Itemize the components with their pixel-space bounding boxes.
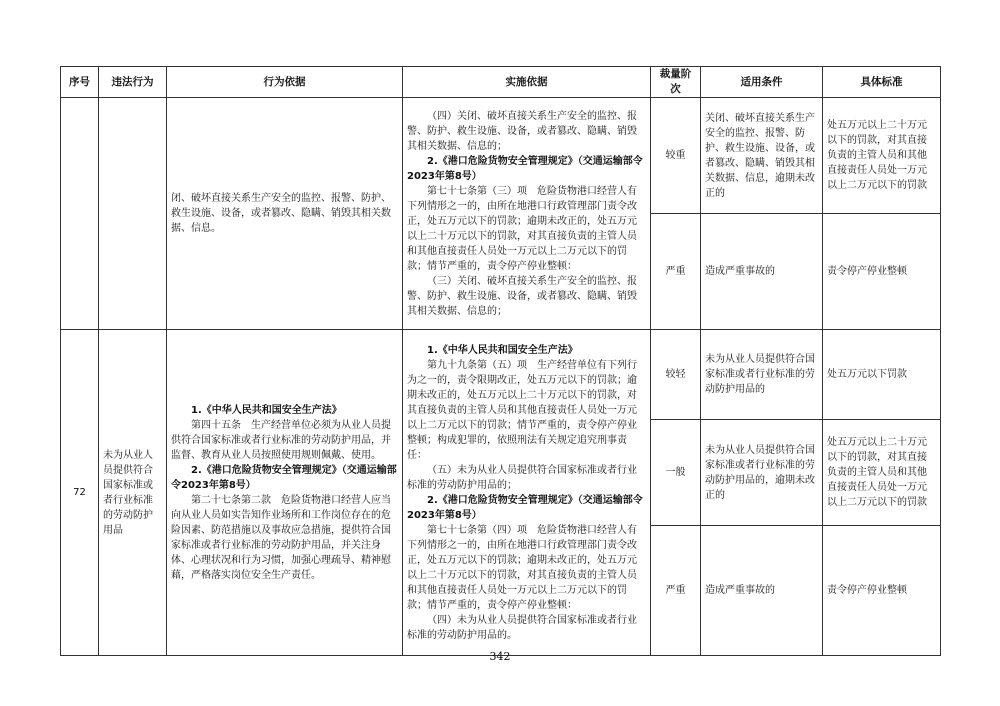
condition-cell: 造成严重事故的 <box>701 214 823 330</box>
header-implementation: 实施依据 <box>403 67 651 98</box>
clause-paragraph: 第四十五条 生产经营单位必须为从业人员提供符合国家标准或者行业标准的劳动防护用品，并监督、教育从业人员按照使用规则佩戴、使用。 <box>171 419 391 461</box>
implementation-cell <box>403 330 651 656</box>
page-number: 342 <box>489 650 511 663</box>
standard-cell: 责令停产停业整顿 <box>823 214 941 330</box>
clause-paragraph: 第七十七条第（四）项 危险货物港口经营人有下列情形之一的，由所在地港口行政管理部门责令改正，处五万元以下的罚款；逾期未改正的，处五万元以上二十万元以下的罚款，对其直接负责的主管人员和其他直接责任人员处一万元以上二万元以下的罚款；情节严重的，责令停产停业整顿： <box>407 524 637 611</box>
clause-paragraph: （四）未为从业人员提供符合国家标准或者行业标准的劳动防护用品的。 <box>407 614 637 641</box>
level-cell: 严重 <box>651 526 701 656</box>
regulation-title: 2.《港口危险货物安全管理规定》（交通运输部令2023年第8号） <box>171 464 397 491</box>
level-cell: 较轻 <box>651 330 701 420</box>
regulation-title: 1.《中华人民共和国安全生产法》 <box>191 404 342 416</box>
clause-paragraph: 第七十七条第（三）项 危险货物港口经营人有下列情形之一的，由所在地港口行政管理部门责令改正，处五万元以下的罚款；逾期未改正的，处五万元以上二十万元以下的罚款，对其直接负责的主管人员和其他直接责任人员处一万元以上二万元以下的罚款；情节严重的，责令停产停业整顿： <box>407 185 637 272</box>
condition-cell: 造成严重事故的 <box>701 526 823 656</box>
implementation-cell <box>403 98 651 330</box>
condition-cell: 未为从业人员提供符合国家标准或者行业标准的劳动防护用品的，逾期未改正的 <box>701 420 823 526</box>
level-cell: 较重 <box>651 98 701 214</box>
standard-cell: 处五万元以下罚款 <box>823 330 941 420</box>
header-level: 裁量阶次 <box>651 67 701 98</box>
basis-cell <box>167 330 403 656</box>
penalty-table <box>60 66 941 656</box>
standard-cell: 处五万元以上二十万元以下的罚款，对其直接负责的主管人员和其他直接责任人员处一万元以上二万元以下的罚款 <box>823 98 941 214</box>
clause-paragraph: 第九十九条第（五）项 生产经营单位有下列行为之一的，责令限期改正，处五万元以下的罚款；逾期未改正的，处五万元以上二十万元以下的罚款，对其直接负责的主管人员和其他直接责任人员处一万元以上二万元以下的罚款；情节严重的，责令停产停业整顿；构成犯罪的，依照刑法有关规定追究刑事责任： <box>407 359 637 461</box>
violation-cell: 未为从业人员提供符合国家标准或者行业标准的劳动防护用品 <box>99 330 167 656</box>
header-violation: 违法行为 <box>99 67 167 98</box>
clause-paragraph: （五）未为从业人员提供符合国家标准或者行业标准的劳动防护用品的； <box>407 464 637 491</box>
basis-text: 闭、破坏直接关系生产安全的监控、报警、防护、救生设施、设备，或者篡改、隐瞒、销毁其相关数据、信息。 <box>171 193 391 234</box>
seq-cell: 72 <box>61 330 99 656</box>
violation-cell <box>99 98 167 330</box>
condition-cell: 未为从业人员提供符合国家标准或者行业标准的劳动防护用品的 <box>701 330 823 420</box>
level-cell: 一般 <box>651 420 701 526</box>
table-row <box>61 98 941 214</box>
header-row <box>61 67 941 98</box>
clause-paragraph: （四）关闭、破坏直接关系生产安全的监控、报警、防护、救生设施、设备，或者篡改、隐瞒、销毁其相关数据、信息的； <box>407 110 637 152</box>
header-basis: 行为依据 <box>167 67 403 98</box>
condition-cell: 关闭、破坏直接关系生产安全的监控、报警、防护、救生设施、设备，或者篡改、隐瞒、销毁其相关数据、信息，逾期未改正的 <box>701 98 823 214</box>
regulation-title: 1.《中华人民共和国安全生产法》 <box>427 344 578 356</box>
basis-cell <box>167 98 403 330</box>
regulation-title: 2.《港口危险货物安全管理规定》（交通运输部令2023年第8号） <box>407 155 643 182</box>
clause-paragraph: 第二十七条第二款 危险货物港口经营人应当向从业人员如实告知作业场所和工作岗位存在的危险因素、防范措施以及事故应急措施，提供符合国家标准或者行业标准的劳动防护用品，并关注身体、心理状况和行为习惯，加强心理疏导、精神慰藉，严格落实岗位安全生产责任。 <box>171 494 391 581</box>
table-row <box>61 330 941 420</box>
header-seq: 序号 <box>61 67 99 98</box>
level-cell: 严重 <box>651 214 701 330</box>
seq-cell <box>61 98 99 330</box>
standard-cell: 处五万元以上二十万元以下的罚款，对其直接负责的主管人员和其他直接责任人员处一万元以上二万元以下的罚款 <box>823 420 941 526</box>
header-condition: 适用条件 <box>701 67 823 98</box>
standard-cell: 责令停产停业整顿 <box>823 526 941 656</box>
regulation-title: 2.《港口危险货物安全管理规定》（交通运输部令2023年第8号） <box>407 494 643 521</box>
clause-paragraph: （三）关闭、破坏直接关系生产安全的监控、报警、防护、救生设施、设备，或者篡改、隐瞒、销毁其相关数据、信息的； <box>407 275 637 317</box>
header-standard: 具体标准 <box>823 67 941 98</box>
